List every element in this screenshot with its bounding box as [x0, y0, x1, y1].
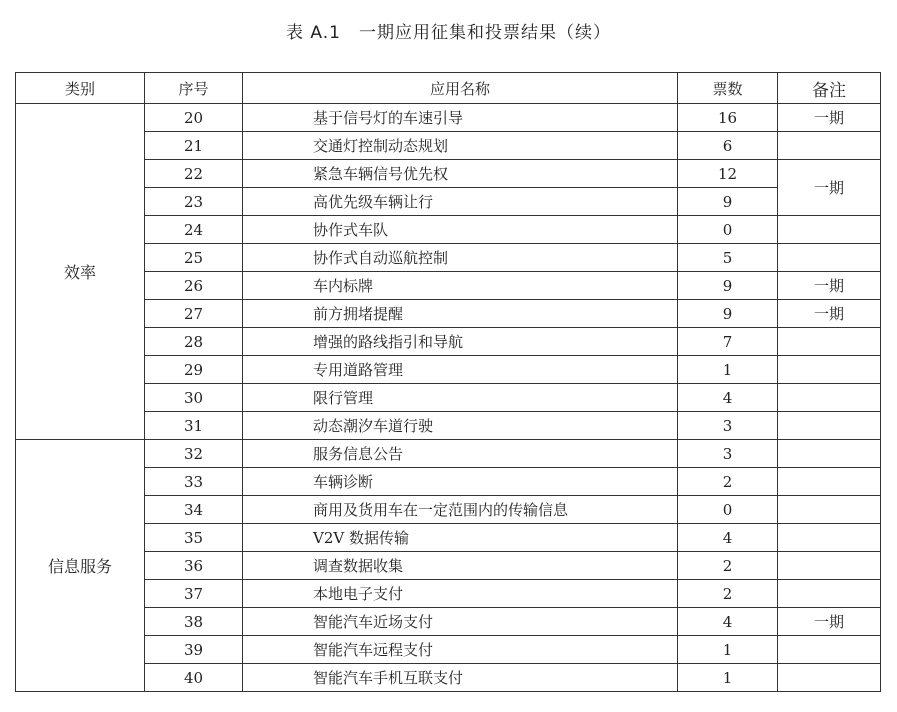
note-cell: 一期	[778, 300, 881, 328]
name-cell: 商用及货用车在一定范围内的传输信息	[243, 496, 678, 524]
seq-cell: 22	[145, 160, 243, 188]
votes-cell: 9	[678, 300, 778, 328]
seq-cell: 21	[145, 132, 243, 160]
seq-cell: 29	[145, 356, 243, 384]
header-category: 类别	[16, 73, 145, 104]
note-cell	[778, 524, 881, 552]
note-cell	[778, 496, 881, 524]
seq-cell: 36	[145, 552, 243, 580]
table-row	[16, 384, 881, 412]
name-cell: 智能汽车远程支付	[243, 636, 678, 664]
votes-cell: 6	[678, 132, 778, 160]
seq-cell: 39	[145, 636, 243, 664]
seq-cell: 37	[145, 580, 243, 608]
votes-cell: 2	[678, 468, 778, 496]
seq-cell: 35	[145, 524, 243, 552]
table-row	[16, 636, 881, 664]
results-table	[15, 72, 881, 692]
note-cell	[778, 132, 881, 160]
votes-cell: 7	[678, 328, 778, 356]
table-row	[16, 468, 881, 496]
note-cell	[778, 440, 881, 468]
votes-cell: 4	[678, 524, 778, 552]
votes-cell: 4	[678, 384, 778, 412]
note-cell	[778, 328, 881, 356]
note-cell	[778, 664, 881, 692]
name-cell: 服务信息公告	[243, 440, 678, 468]
note-cell	[778, 580, 881, 608]
votes-cell: 1	[678, 636, 778, 664]
votes-cell: 16	[678, 104, 778, 132]
note-cell	[778, 216, 881, 244]
seq-cell: 40	[145, 664, 243, 692]
votes-cell: 12	[678, 160, 778, 188]
seq-cell: 27	[145, 300, 243, 328]
table-row	[16, 300, 881, 328]
table-row	[16, 160, 881, 188]
seq-cell: 30	[145, 384, 243, 412]
note-cell	[778, 244, 881, 272]
note-cell: 一期	[778, 608, 881, 636]
table-row	[16, 664, 881, 692]
name-cell: 协作式车队	[243, 216, 678, 244]
name-cell: 协作式自动巡航控制	[243, 244, 678, 272]
table-row	[16, 104, 881, 132]
table-row	[16, 552, 881, 580]
votes-cell: 0	[678, 496, 778, 524]
name-cell: 车内标牌	[243, 272, 678, 300]
seq-cell: 33	[145, 468, 243, 496]
header-name: 应用名称	[243, 73, 678, 104]
seq-cell: 28	[145, 328, 243, 356]
seq-cell: 26	[145, 272, 243, 300]
name-cell: 专用道路管理	[243, 356, 678, 384]
name-cell: 紧急车辆信号优先权	[243, 160, 678, 188]
category-cell-info-service: 信息服务	[16, 440, 145, 692]
name-cell: 交通灯控制动态规划	[243, 132, 678, 160]
seq-cell: 31	[145, 412, 243, 440]
name-cell: 高优先级车辆让行	[243, 188, 678, 216]
note-cell	[778, 468, 881, 496]
votes-cell: 1	[678, 356, 778, 384]
seq-cell: 38	[145, 608, 243, 636]
seq-cell: 34	[145, 496, 243, 524]
seq-cell: 25	[145, 244, 243, 272]
table-row	[16, 524, 881, 552]
votes-cell: 9	[678, 272, 778, 300]
header-votes: 票数	[678, 73, 778, 104]
votes-cell: 1	[678, 664, 778, 692]
table-row	[16, 496, 881, 524]
name-cell: 智能汽车近场支付	[243, 608, 678, 636]
note-cell	[778, 552, 881, 580]
table-row	[16, 188, 881, 216]
table-row	[16, 412, 881, 440]
votes-cell: 0	[678, 216, 778, 244]
category-cell-efficiency: 效率	[16, 104, 145, 440]
seq-cell: 24	[145, 216, 243, 244]
header-seq: 序号	[145, 73, 243, 104]
table-row	[16, 132, 881, 160]
note-cell	[778, 356, 881, 384]
table-header-row	[16, 73, 881, 104]
note-cell: 一期	[778, 160, 881, 216]
seq-cell: 32	[145, 440, 243, 468]
table-row	[16, 272, 881, 300]
name-cell: 本地电子支付	[243, 580, 678, 608]
note-cell	[778, 636, 881, 664]
note-cell: 一期	[778, 272, 881, 300]
name-cell: 基于信号灯的车速引导	[243, 104, 678, 132]
name-cell: 智能汽车手机互联支付	[243, 664, 678, 692]
name-cell: 限行管理	[243, 384, 678, 412]
name-cell: V2V 数据传输	[243, 524, 678, 552]
table-row	[16, 356, 881, 384]
table-row	[16, 440, 881, 468]
name-cell: 车辆诊断	[243, 468, 678, 496]
name-cell: 动态潮汐车道行驶	[243, 412, 678, 440]
votes-cell: 2	[678, 580, 778, 608]
seq-cell: 23	[145, 188, 243, 216]
votes-cell: 3	[678, 440, 778, 468]
table-row	[16, 328, 881, 356]
table-row	[16, 244, 881, 272]
votes-cell: 5	[678, 244, 778, 272]
note-cell	[778, 412, 881, 440]
header-note: 备注	[778, 73, 881, 104]
votes-cell: 9	[678, 188, 778, 216]
votes-cell: 4	[678, 608, 778, 636]
table-row	[16, 580, 881, 608]
votes-cell: 2	[678, 552, 778, 580]
name-cell: 调查数据收集	[243, 552, 678, 580]
table-row	[16, 608, 881, 636]
name-cell: 前方拥堵提醒	[243, 300, 678, 328]
note-cell: 一期	[778, 104, 881, 132]
table-title: 表 A.1 一期应用征集和投票结果（续）	[286, 23, 611, 43]
note-cell	[778, 384, 881, 412]
name-cell: 增强的路线指引和导航	[243, 328, 678, 356]
table-row	[16, 216, 881, 244]
votes-cell: 3	[678, 412, 778, 440]
seq-cell: 20	[145, 104, 243, 132]
